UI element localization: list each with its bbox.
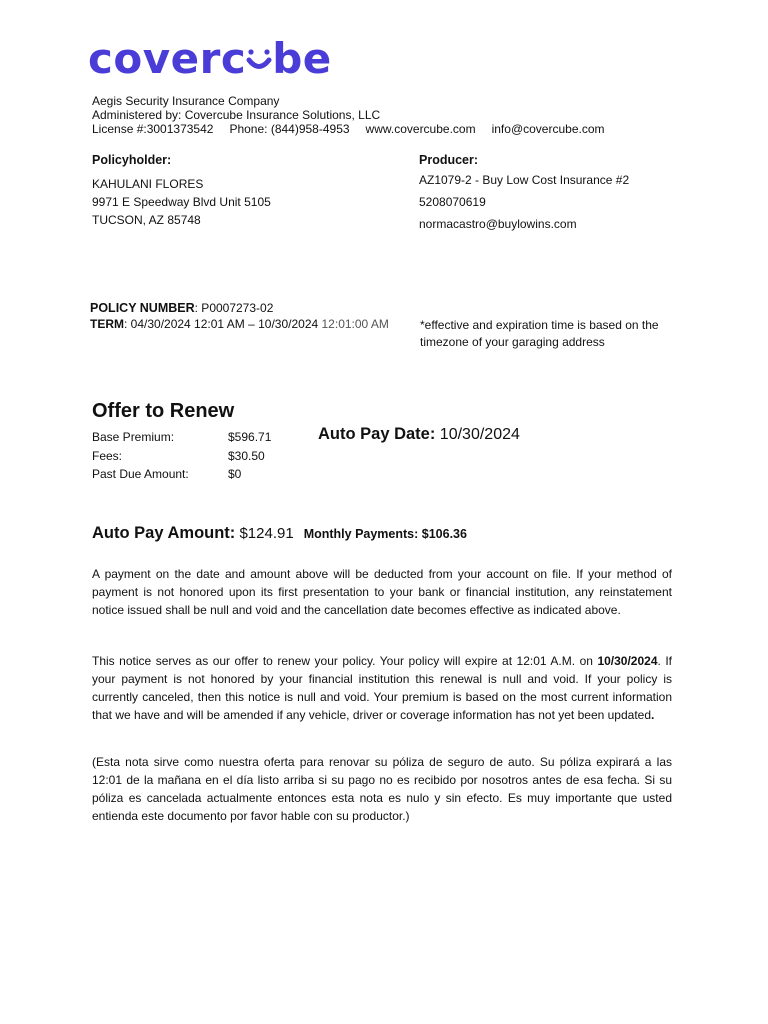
policyholder-name: KAHULANI FLORES [92, 177, 204, 191]
producer-phone: 5208070619 [419, 195, 486, 209]
logo-text-suffix: be [272, 34, 332, 83]
producer-email: normacastro@buylowins.com [419, 217, 577, 231]
company-phone: Phone: (844)958-4953 [229, 122, 350, 136]
auto-pay-amount [92, 524, 467, 543]
offer-title: Offer to Renew [92, 400, 235, 422]
company-name: Aegis Security Insurance Company [92, 94, 280, 108]
company-website: www.covercube.com [365, 122, 476, 136]
monthly-payments: Monthly Payments: $106.36 [303, 527, 467, 541]
covercube-logo [88, 34, 332, 83]
premium-table [92, 428, 271, 484]
premium-row-value: $596.71 [228, 430, 272, 444]
administered-by: Administered by: Covercube Insurance Solutions, LLC [92, 108, 381, 122]
premium-row [92, 447, 271, 466]
producer-label: Producer: [419, 153, 479, 167]
policyholder-label: Policyholder: [92, 153, 172, 167]
renewal-text-b: . If your payment is not honored by your financial institution this renewal is null and void. If your policy is currently canceled, then this notice is null and void. Your premium is based on the most current information that we have and will be amended if any vehicle, driver or coverage information has not yet been updated [92, 654, 673, 722]
term-time: 12:01:00 AM [318, 317, 389, 331]
auto-pay-date [318, 425, 520, 444]
logo-text-prefix: coverc [88, 34, 247, 83]
company-contact-line [92, 122, 605, 136]
premium-row [92, 428, 271, 447]
premium-row [92, 465, 271, 484]
cube-icon [246, 43, 272, 73]
policy-number-label: POLICY NUMBER [90, 301, 195, 315]
producer-block [419, 153, 629, 235]
premium-row-value: $0 [228, 467, 242, 481]
policyholder-address-line1: 9971 E Speedway Blvd Unit 5105 [92, 195, 271, 209]
policyholder-block [92, 153, 271, 229]
auto-pay-amount-value: $124.91 [235, 525, 294, 542]
auto-pay-amount-label: Auto Pay Amount: [92, 524, 236, 542]
payment-deduction-paragraph: A payment on the date and amount above will be deducted from your account on file. If your method of payment is not honored upon its first presentation to your bank or financial institution, any reinstatement notice issued shall be null and void and the cancellation date becomes effective as indicated above. [92, 567, 672, 617]
effective-time-note: *effective and expiration time is based on the timezone of your garaging address [420, 318, 659, 349]
premium-row-label: Base Premium: [92, 430, 175, 444]
renewal-text-end: . [651, 708, 655, 722]
spanish-notice-paragraph: (Esta nota sirve como nuestra oferta para renovar su póliza de seguro de auto. Su póliza expirará a las 12:01 de la mañana en el día listo arriba si su pago no es recibido por nosotros antes de esa fecha. Si su póliza es cancelada actualmente entonces esta nota es nulo y sin efecto. Es muy importante que usted entienda este documento por favor hable con su productor.) [92, 755, 672, 823]
renewal-notice-paragraph [92, 652, 672, 724]
auto-pay-date-value: 10/30/2024 [435, 426, 520, 443]
policyholder-address-line2: TUCSON, AZ 85748 [92, 213, 201, 227]
policy-number-line [90, 301, 273, 316]
expiration-date: 10/30/2024 [597, 654, 658, 668]
company-email: info@covercube.com [491, 122, 605, 136]
producer-agency: AZ1079-2 - Buy Low Cost Insurance #2 [419, 173, 630, 187]
policy-number-value: : P0007273-02 [194, 301, 274, 315]
premium-row-label: Past Due Amount: [92, 467, 189, 481]
term-label: TERM [90, 317, 124, 331]
term-value: : 04/30/2024 12:01 AM – 10/30/2024 [124, 317, 319, 331]
license-number: License #:3001373542 [92, 122, 214, 136]
renewal-text-a: This notice serves as our offer to renew your policy. Your policy will expire at 12:01 A.M. on [92, 654, 598, 668]
auto-pay-date-label: Auto Pay Date: [318, 425, 436, 443]
premium-row-label: Fees: [92, 448, 123, 463]
term-line [90, 317, 389, 332]
premium-row-value: $30.50 [228, 448, 265, 463]
